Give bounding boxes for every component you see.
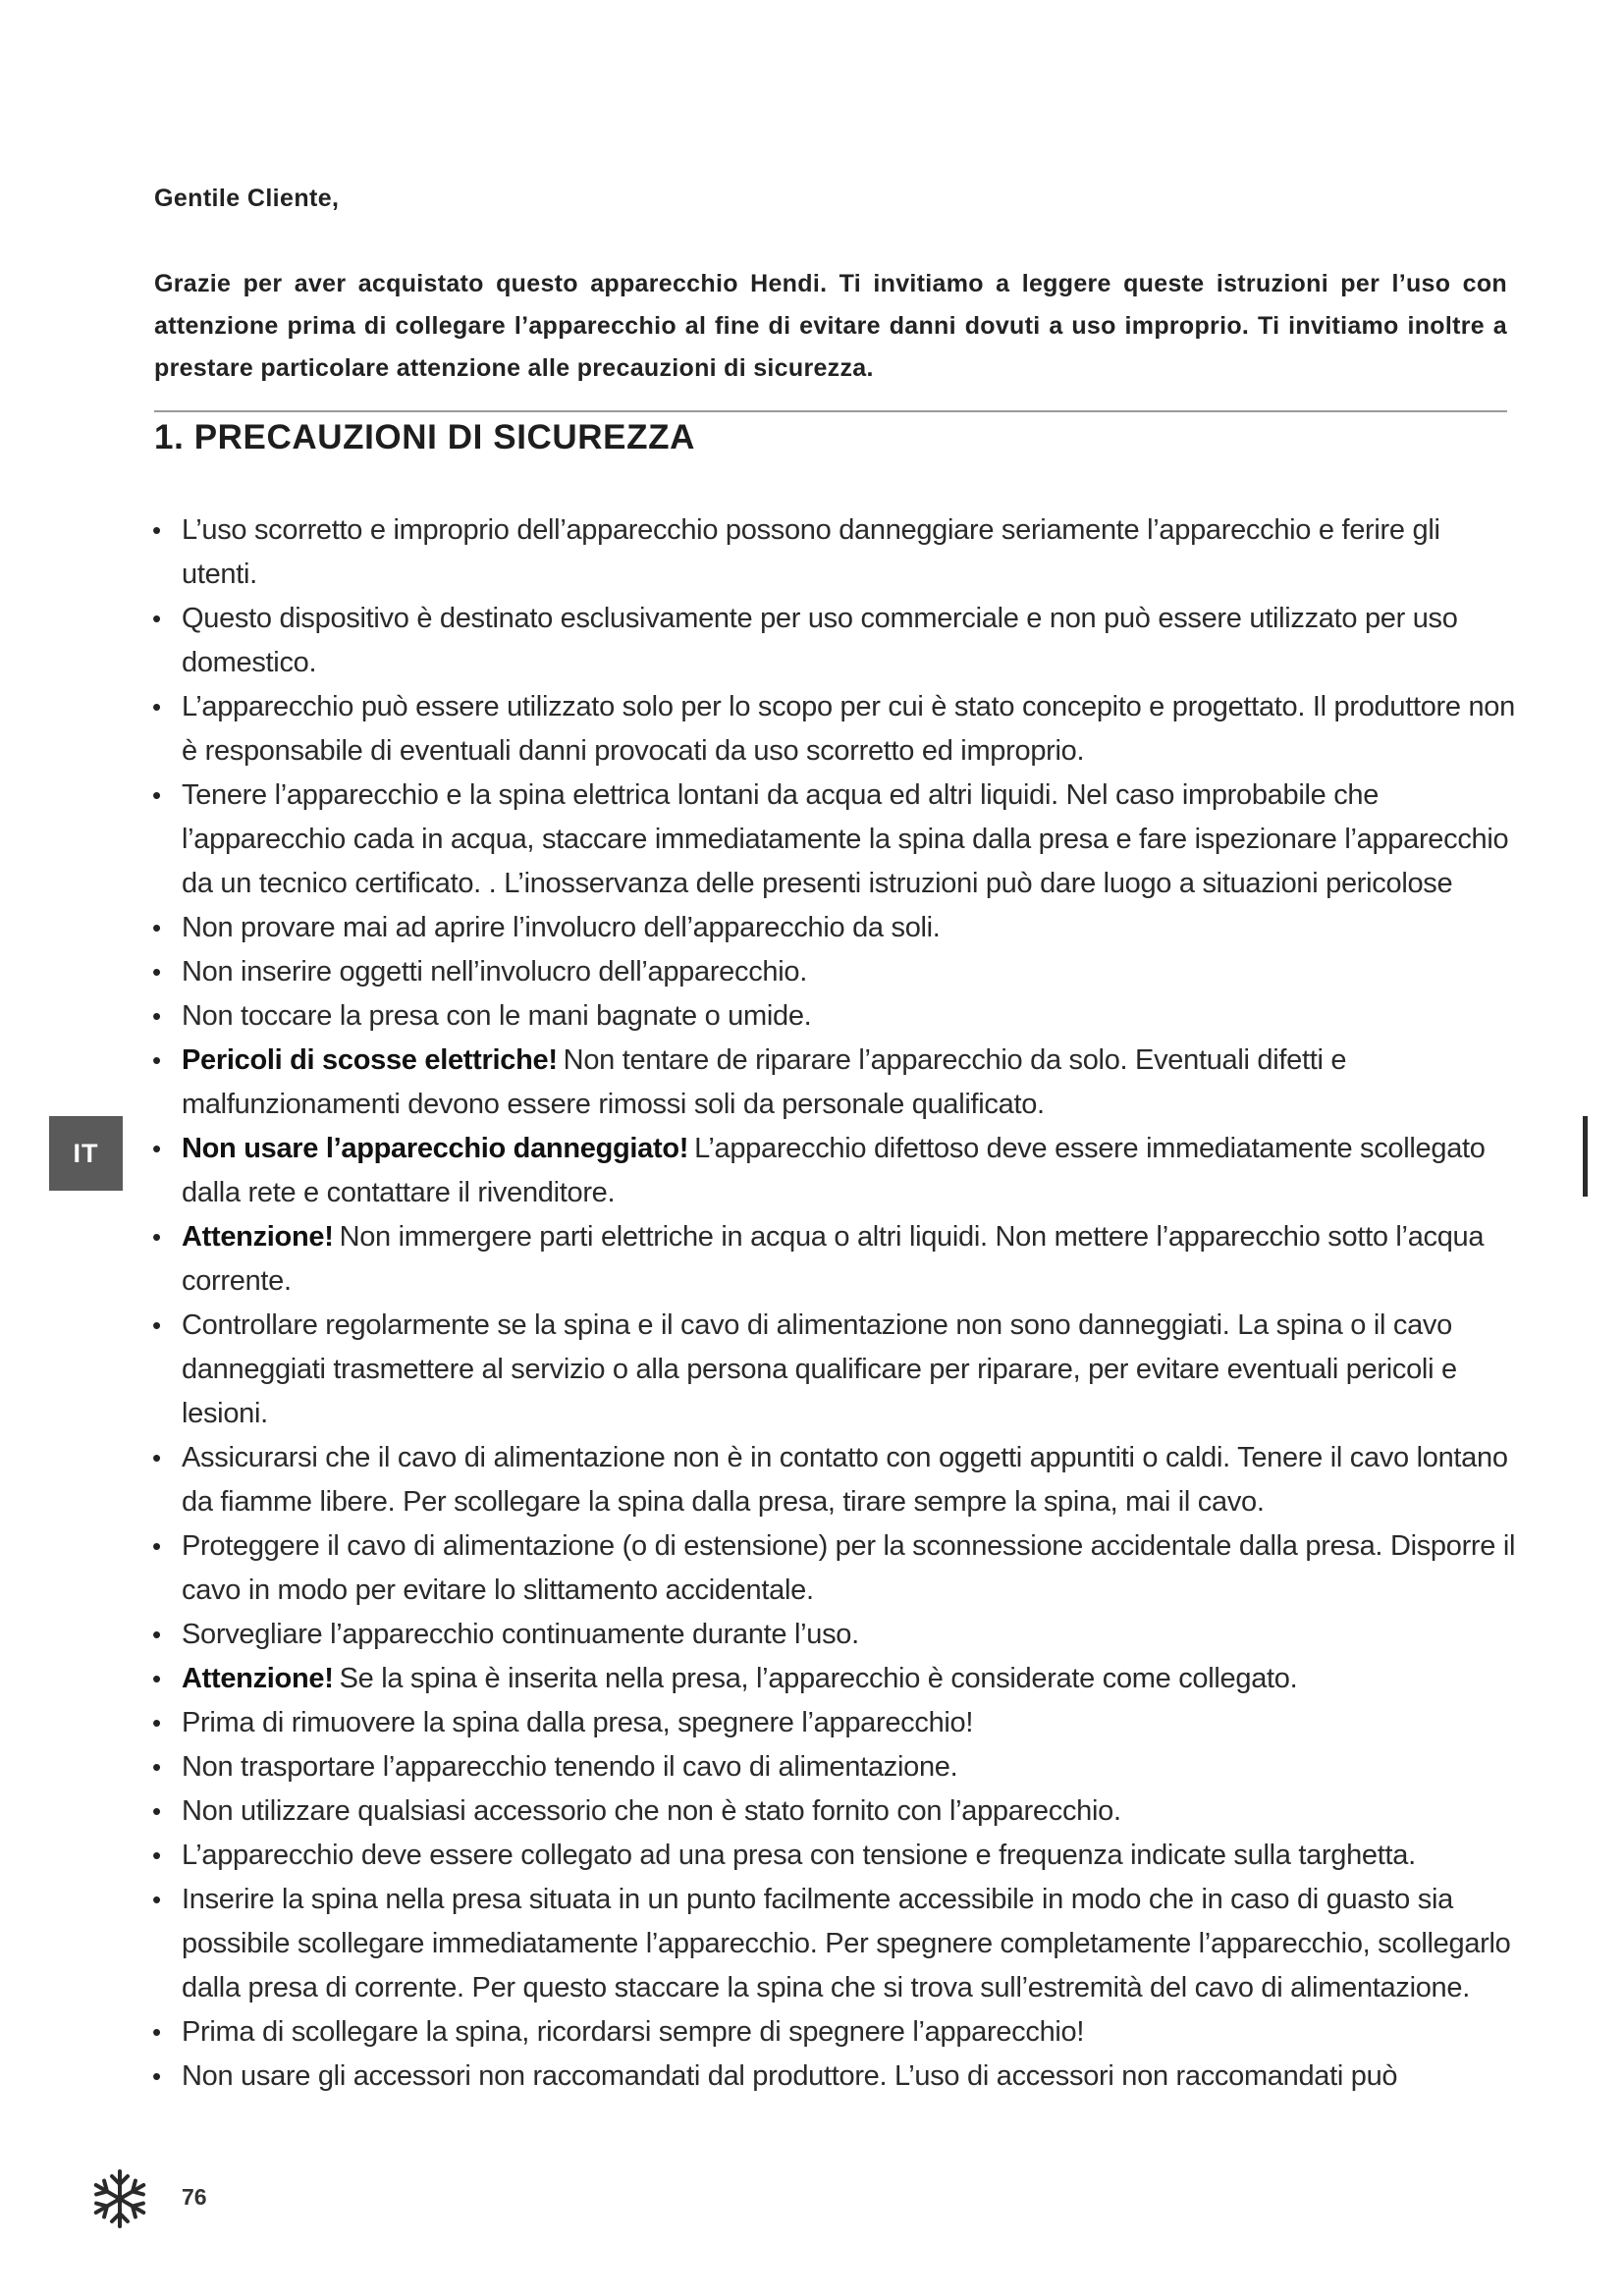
bullet-dot-icon: •	[152, 604, 161, 633]
bullet-dot-icon: •	[152, 1708, 161, 1737]
list-item	[150, 1613, 1520, 1657]
bullet-text: Se la spina è inserita nella presa, l’apparecchio è considerate come collegato.	[339, 1663, 1298, 1694]
bullet-emphasis: Non usare l’apparecchio danneggiato!	[182, 1133, 689, 1164]
list-item	[150, 1657, 1520, 1701]
bullet-text: Prima di scollegare la spina, ricordarsi sempre di spegnere l’apparecchio!	[182, 2016, 1085, 2048]
bullet-dot-icon: •	[152, 692, 161, 721]
bullet-text: Non inserire oggetti nell’involucro dell’apparecchio.	[182, 956, 807, 988]
bullet-dot-icon: •	[152, 1310, 161, 1340]
list-item	[150, 1789, 1520, 1834]
list-item	[150, 2055, 1520, 2099]
bullet-text: Non immergere parti elettriche in acqua o altri liquidi. Non mettere l’apparecchio sotto l’acqua corrente.	[182, 1221, 1485, 1297]
bullet-dot-icon: •	[152, 1664, 161, 1693]
bullet-text: Controllare regolarmente se la spina e il cavo di alimentazione non sono danneggiati. La spina o il cavo danneggiati trasmettere al servizio o alla persona qualificare per riparare, per evitare eventuali pericoli e lesioni.	[182, 1309, 1457, 1429]
list-item	[150, 994, 1520, 1039]
list-item	[150, 1304, 1520, 1436]
bullet-text: Questo dispositivo è destinato esclusivamente per uso commerciale e non può essere utilizzato per uso domestico.	[182, 603, 1458, 678]
bullet-text: Proteggere il cavo di alimentazione (o di estensione) per la sconnessione accidentale dalla presa. Disporre il cavo in modo per evitare lo slittamento accidentale.	[182, 1530, 1516, 1606]
bullet-text: L’uso scorretto e improprio dell’apparecchio possono danneggiare seriamente l’apparecchio e ferire gli utenti.	[182, 514, 1440, 590]
snowflake-icon	[86, 2165, 153, 2232]
list-item	[150, 1039, 1520, 1127]
list-item	[150, 2010, 1520, 2055]
list-item	[150, 1834, 1520, 1878]
bullet-text: L’apparecchio difettoso deve essere immediatamente scollegato dalla rete e contattare il rivenditore.	[182, 1133, 1486, 1208]
bullet-emphasis: Pericoli di scosse elettriche!	[182, 1044, 558, 1076]
greeting: Gentile Cliente,	[154, 185, 340, 212]
list-item	[150, 950, 1520, 994]
list-item	[150, 1745, 1520, 1789]
bullet-dot-icon: •	[152, 1885, 161, 1914]
bullet-dot-icon: •	[152, 1134, 161, 1163]
list-item	[150, 906, 1520, 950]
bullet-text: Assicurarsi che il cavo di alimentazione non è in contatto con oggetti appuntiti o caldi. Tenere il cavo lontano da fiamme libere. Per scollegare la spina dalla presa, tirare sempre la spina, mai il cavo.	[182, 1442, 1508, 1518]
bullet-text: L’apparecchio può essere utilizzato solo per lo scopo per cui è stato concepito e progettato. Il produttore non è responsabile di eventuali danni provocati da uso scorretto ed improprio.	[182, 691, 1515, 767]
list-item	[150, 597, 1520, 685]
bullet-text: Prima di rimuovere la spina dalla presa, spegnere l’apparecchio!	[182, 1707, 974, 1738]
bullet-dot-icon: •	[152, 1222, 161, 1252]
list-item	[150, 1436, 1520, 1524]
bullet-dot-icon: •	[152, 1620, 161, 1649]
bullet-dot-icon: •	[152, 1045, 161, 1075]
bullet-text: Non trasportare l’apparecchio tenendo il cavo di alimentazione.	[182, 1751, 958, 1783]
list-item	[150, 1215, 1520, 1304]
page-number: 76	[182, 2184, 207, 2210]
list-item	[150, 1524, 1520, 1613]
list-item	[150, 1701, 1520, 1745]
safety-precautions-list	[150, 508, 1520, 2099]
bullet-dot-icon: •	[152, 1841, 161, 1870]
language-tab: IT	[49, 1116, 123, 1191]
margin-marker	[1583, 1116, 1588, 1197]
section-divider	[154, 410, 1507, 412]
bullet-dot-icon: •	[152, 2061, 161, 2091]
bullet-text: Sorvegliare l’apparecchio continuamente durante l’uso.	[182, 1619, 859, 1650]
bullet-dot-icon: •	[152, 2017, 161, 2047]
bullet-text: Tenere l’apparecchio e la spina elettrica lontani da acqua ed altri liquidi. Nel caso improbabile che l’apparecchio cada in acqua, staccare immediatamente la spina dalla presa e fare ispezionare l’apparecchio da un tecnico certificato. . L’inosservanza delle presenti istruzioni può dare luogo a situazioni pericolose	[182, 779, 1509, 899]
bullet-dot-icon: •	[152, 1443, 161, 1472]
bullet-text: Non usare gli accessori non raccomandati dal produttore. L’uso di accessori non raccomandati può	[182, 2060, 1398, 2092]
list-item	[150, 508, 1520, 597]
bullet-dot-icon: •	[152, 957, 161, 987]
bullet-dot-icon: •	[152, 780, 161, 810]
bullet-dot-icon: •	[152, 1796, 161, 1826]
list-item	[150, 685, 1520, 774]
list-item	[150, 1878, 1520, 2010]
bullet-text: Non toccare la presa con le mani bagnate o umide.	[182, 1000, 812, 1032]
bullet-emphasis: Attenzione!	[182, 1221, 334, 1253]
bullet-dot-icon: •	[152, 913, 161, 942]
intro-paragraph: Grazie per aver acquistato questo apparecchio Hendi. Ti invitiamo a leggere queste istruzioni per l’uso con attenzione prima di collegare l’apparecchio al fine di evitare danni dovuti a uso improprio. Ti invitiamo inoltre a prestare particolare attenzione alle precauzioni di sicurezza.	[154, 270, 1507, 382]
bullet-text: Non tentare de riparare l’apparecchio da solo. Eventuali difetti e malfunzionamenti devono essere rimossi soli da personale qualificato.	[182, 1044, 1347, 1120]
bullet-text: Non utilizzare qualsiasi accessorio che non è stato fornito con l’apparecchio.	[182, 1795, 1121, 1827]
bullet-dot-icon: •	[152, 1001, 161, 1031]
bullet-emphasis: Attenzione!	[182, 1663, 334, 1694]
bullet-dot-icon: •	[152, 1752, 161, 1782]
bullet-text: Non provare mai ad aprire l’involucro dell’apparecchio da soli.	[182, 912, 941, 943]
list-item	[150, 774, 1520, 906]
bullet-dot-icon: •	[152, 1531, 161, 1561]
bullet-text: L’apparecchio deve essere collegato ad una presa con tensione e frequenza indicate sulla targhetta.	[182, 1840, 1416, 1871]
bullet-dot-icon: •	[152, 515, 161, 545]
bullet-text: Inserire la spina nella presa situata in un punto facilmente accessibile in modo che in caso di guasto sia possibile scollegare immediatamente l’apparecchio. Per spegnere completamente l’apparecchio, scollegarlo dalla presa di corrente. Per questo staccare la spina che si trova sull’estremità del cavo di alimentazione.	[182, 1884, 1511, 2003]
list-item	[150, 1127, 1520, 1215]
section-title: 1. PRECAUZIONI DI SICUREZZA	[154, 418, 695, 456]
